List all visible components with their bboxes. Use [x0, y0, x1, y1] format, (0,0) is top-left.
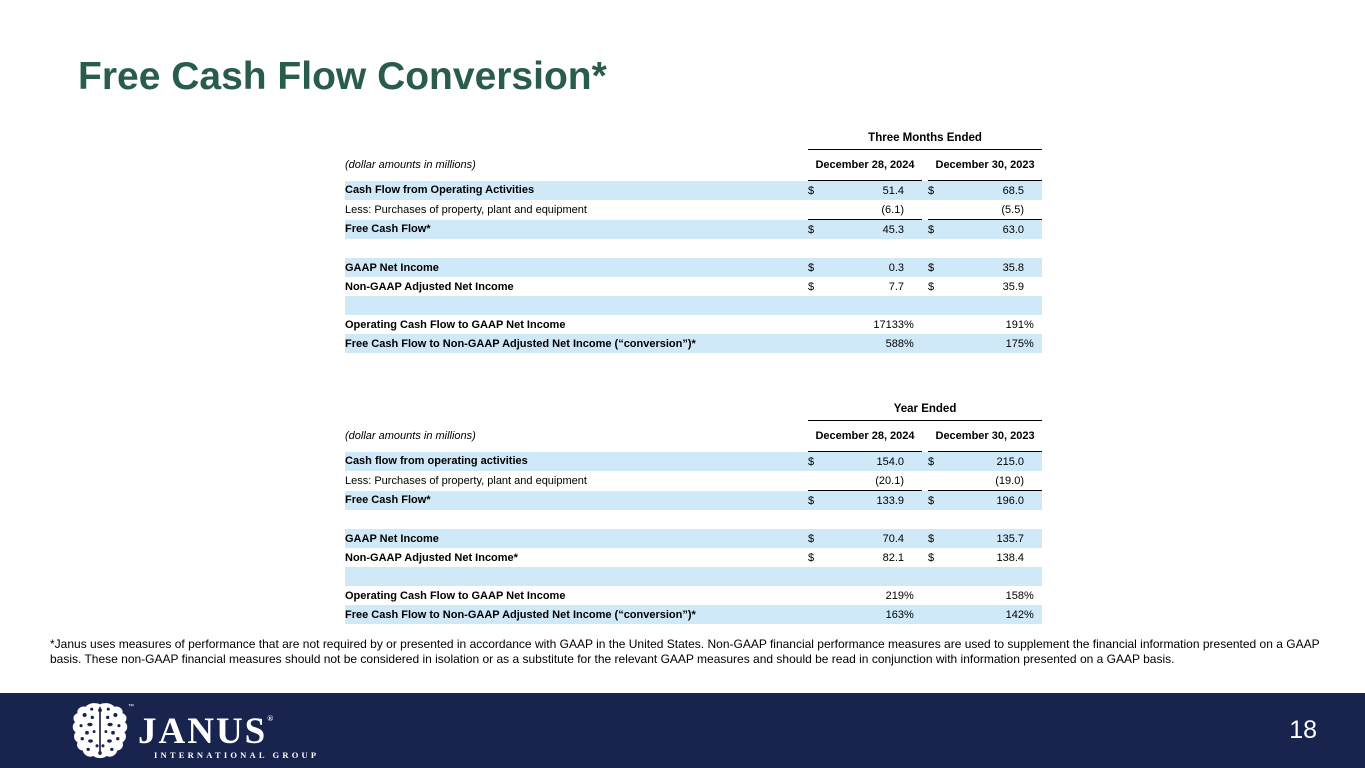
- currency-symbol-cell: $: [808, 220, 830, 240]
- value-cell: 82.1: [882, 551, 904, 564]
- currency-symbol-cell: $: [808, 529, 830, 548]
- janus-logo-subtitle: INTERNATIONAL GROUP: [154, 749, 320, 760]
- row-label: Free Cash Flow to Non-GAAP Adjusted Net Income (“conversion”)*: [345, 334, 808, 353]
- value-cell: 154.0: [830, 452, 904, 472]
- trademark-symbol: ™: [128, 703, 134, 710]
- table-row: [345, 181, 1042, 201]
- value-cell: 138.4: [996, 551, 1024, 564]
- janus-emblem-icon: [70, 702, 134, 760]
- value-cell: 163: [830, 605, 904, 624]
- spacer-row: [345, 239, 1042, 258]
- percent-symbol-cell: [904, 220, 922, 240]
- value-cell: 35.9: [1002, 280, 1024, 293]
- percent-symbol-cell: [1024, 200, 1042, 220]
- value-cell: 68.5: [950, 181, 1024, 201]
- percent-symbol-cell: %: [1024, 589, 1034, 602]
- table-row: [345, 277, 1042, 296]
- corner-cell: [345, 127, 808, 150]
- percent-symbol-cell: %: [904, 334, 922, 353]
- currency-symbol-cell: [928, 605, 950, 624]
- currency-symbol-cell: $: [928, 220, 950, 240]
- currency-symbol-cell: [808, 586, 830, 605]
- percent-symbol-cell: [1024, 452, 1042, 472]
- currency-symbol-cell: $: [928, 551, 935, 564]
- currency-symbol-cell: $: [928, 181, 950, 201]
- currency-symbol-cell: [808, 471, 830, 491]
- table-row: [345, 548, 1042, 567]
- currency-symbol-cell: [928, 200, 950, 220]
- row-label: GAAP Net Income: [345, 258, 808, 277]
- three-months-ended-table: [345, 127, 1042, 353]
- year-ended-table: [345, 398, 1042, 624]
- spacer-cell: [345, 239, 1042, 258]
- spacer-cell: [345, 567, 1042, 586]
- spacer-cell: [345, 510, 1042, 529]
- currency-symbol-cell: [808, 315, 830, 334]
- date-header-row: [345, 150, 1042, 181]
- dollar-amounts-note: (dollar amounts in millions): [345, 159, 476, 171]
- currency-symbol-cell: $: [928, 258, 950, 277]
- percent-symbol-cell: %: [1024, 605, 1042, 624]
- table-row: [345, 452, 1042, 472]
- table-row: [345, 334, 1042, 353]
- table-row: [345, 586, 1042, 605]
- row-label: Non-GAAP Adjusted Net Income*: [345, 551, 518, 564]
- value-cell: 219: [885, 589, 904, 602]
- corner-cell: [345, 398, 808, 421]
- percent-symbol-cell: [904, 181, 922, 201]
- value-cell: 158: [1005, 589, 1024, 602]
- footnote: *Janus uses measures of performance that are not required by or presented in accordance with GAAP in the United States. Non-GAAP financial performance measures are used to supplement the financial information presented on a GAAP basis. These non-GAAP financial measures should not be considered in isolation or as a substitute for the relevant GAAP measures and should be read in conjunction with information presented on a GAAP basis.: [50, 637, 1320, 666]
- spacer-cell: [345, 296, 1042, 315]
- currency-symbol-cell: [928, 334, 950, 353]
- column-header-2024: December 28, 2024: [808, 150, 922, 181]
- percent-symbol-cell: [1024, 181, 1042, 201]
- currency-symbol-cell: [808, 605, 830, 624]
- currency-symbol-cell: $: [808, 181, 830, 201]
- column-header-2023: December 30, 2023: [928, 421, 1042, 452]
- row-label: Operating Cash Flow to GAAP Net Income: [345, 589, 566, 602]
- row-label: Cash Flow from Operating Activities: [345, 181, 808, 201]
- table-row: [345, 200, 1042, 220]
- row-label: Operating Cash Flow to GAAP Net Income: [345, 318, 566, 331]
- currency-symbol-cell: [928, 586, 950, 605]
- table-row: [345, 258, 1042, 277]
- spacer-row: [345, 510, 1042, 529]
- period-header: Year Ended: [808, 398, 1042, 421]
- percent-symbol-cell: [904, 529, 922, 548]
- table-row: [345, 315, 1042, 334]
- percent-symbol-cell: [1024, 471, 1042, 491]
- janus-logo: [70, 702, 319, 760]
- dollar-amounts-note: (dollar amounts in millions): [345, 430, 476, 442]
- percent-symbol-cell: %: [904, 605, 922, 624]
- value-cell: 215.0: [950, 452, 1024, 472]
- janus-logo-text: [138, 702, 319, 760]
- footer-bar: [0, 693, 1365, 768]
- janus-wordmark-text: JANUS: [138, 710, 268, 752]
- janus-two-faces-icon: [70, 702, 130, 760]
- value-cell: 175: [950, 334, 1024, 353]
- percent-symbol-cell: %: [1024, 334, 1042, 353]
- value-cell: 45.3: [830, 220, 904, 240]
- date-header-row: [345, 421, 1042, 452]
- value-cell: (19.0): [950, 471, 1024, 491]
- value-cell: 588: [830, 334, 904, 353]
- value-cell: 133.9: [830, 491, 904, 511]
- percent-symbol-cell: [904, 491, 922, 511]
- column-header-2023: December 30, 2023: [928, 150, 1042, 181]
- value-cell: 7.7: [888, 280, 904, 293]
- value-cell: 70.4: [830, 529, 904, 548]
- currency-symbol-cell: $: [928, 452, 950, 472]
- value-cell: 196.0: [950, 491, 1024, 511]
- currency-symbol-cell: $: [808, 258, 830, 277]
- column-header-2024: December 28, 2024: [808, 421, 922, 452]
- table-row: [345, 529, 1042, 548]
- table-row: [345, 471, 1042, 491]
- currency-symbol-cell: $: [808, 491, 830, 511]
- value-cell: 142: [950, 605, 1024, 624]
- percent-symbol-cell: [904, 277, 922, 296]
- percent-symbol-cell: [904, 200, 922, 220]
- currency-symbol-cell: $: [928, 280, 935, 293]
- value-cell: 135.7: [950, 529, 1024, 548]
- currency-symbol-cell: [808, 334, 830, 353]
- percent-symbol-cell: [1024, 529, 1042, 548]
- spacer-row: [345, 296, 1042, 315]
- table-row: [345, 605, 1042, 624]
- currency-symbol-cell: [808, 200, 830, 220]
- row-label: Non-GAAP Adjusted Net Income: [345, 280, 514, 293]
- percent-symbol-cell: [904, 548, 922, 567]
- row-label: Less: Purchases of property, plant and equipment: [345, 474, 587, 487]
- row-label: Cash flow from operating activities: [345, 452, 808, 472]
- spacer-row: [345, 567, 1042, 586]
- percent-symbol-cell: [1024, 277, 1042, 296]
- currency-symbol-cell: $: [808, 452, 830, 472]
- percent-symbol-cell: [1024, 220, 1042, 240]
- table-row: [345, 491, 1042, 511]
- percent-symbol-cell: [904, 471, 922, 491]
- row-label: Free Cash Flow*: [345, 220, 808, 240]
- percent-symbol-cell: [1024, 548, 1042, 567]
- row-label: Less: Purchases of property, plant and equipment: [345, 203, 587, 216]
- value-cell: 17133: [873, 318, 904, 331]
- value-cell: 63.0: [950, 220, 1024, 240]
- page-title: Free Cash Flow Conversion*: [78, 55, 607, 98]
- registered-symbol: ®: [267, 713, 274, 723]
- value-cell: (6.1): [830, 200, 904, 220]
- value-cell: (5.5): [950, 200, 1024, 220]
- janus-wordmark: [138, 702, 319, 752]
- page-number: 18: [1289, 716, 1317, 744]
- period-header-row: [345, 127, 1042, 150]
- currency-symbol-cell: [928, 471, 950, 491]
- percent-symbol-cell: [1024, 491, 1042, 511]
- period-header: Three Months Ended: [808, 127, 1042, 150]
- percent-symbol-cell: [904, 452, 922, 472]
- percent-symbol-cell: %: [904, 589, 914, 602]
- currency-symbol-cell: $: [928, 491, 950, 511]
- value-cell: 191: [1005, 318, 1024, 331]
- value-cell: (20.1): [830, 471, 904, 491]
- currency-symbol-cell: $: [808, 551, 815, 564]
- row-label: GAAP Net Income: [345, 529, 808, 548]
- currency-symbol-cell: $: [808, 280, 815, 293]
- percent-symbol-cell: %: [904, 318, 914, 331]
- currency-symbol-cell: $: [928, 529, 950, 548]
- value-cell: 0.3: [830, 258, 904, 277]
- row-label: Free Cash Flow*: [345, 491, 808, 511]
- value-cell: 35.8: [950, 258, 1024, 277]
- period-header-row: [345, 398, 1042, 421]
- value-cell: 51.4: [830, 181, 904, 201]
- percent-symbol-cell: [1024, 258, 1042, 277]
- percent-symbol-cell: %: [1024, 318, 1034, 331]
- currency-symbol-cell: [928, 315, 950, 334]
- table-row: [345, 220, 1042, 240]
- row-label: Free Cash Flow to Non-GAAP Adjusted Net Income (“conversion”)*: [345, 605, 808, 624]
- percent-symbol-cell: [904, 258, 922, 277]
